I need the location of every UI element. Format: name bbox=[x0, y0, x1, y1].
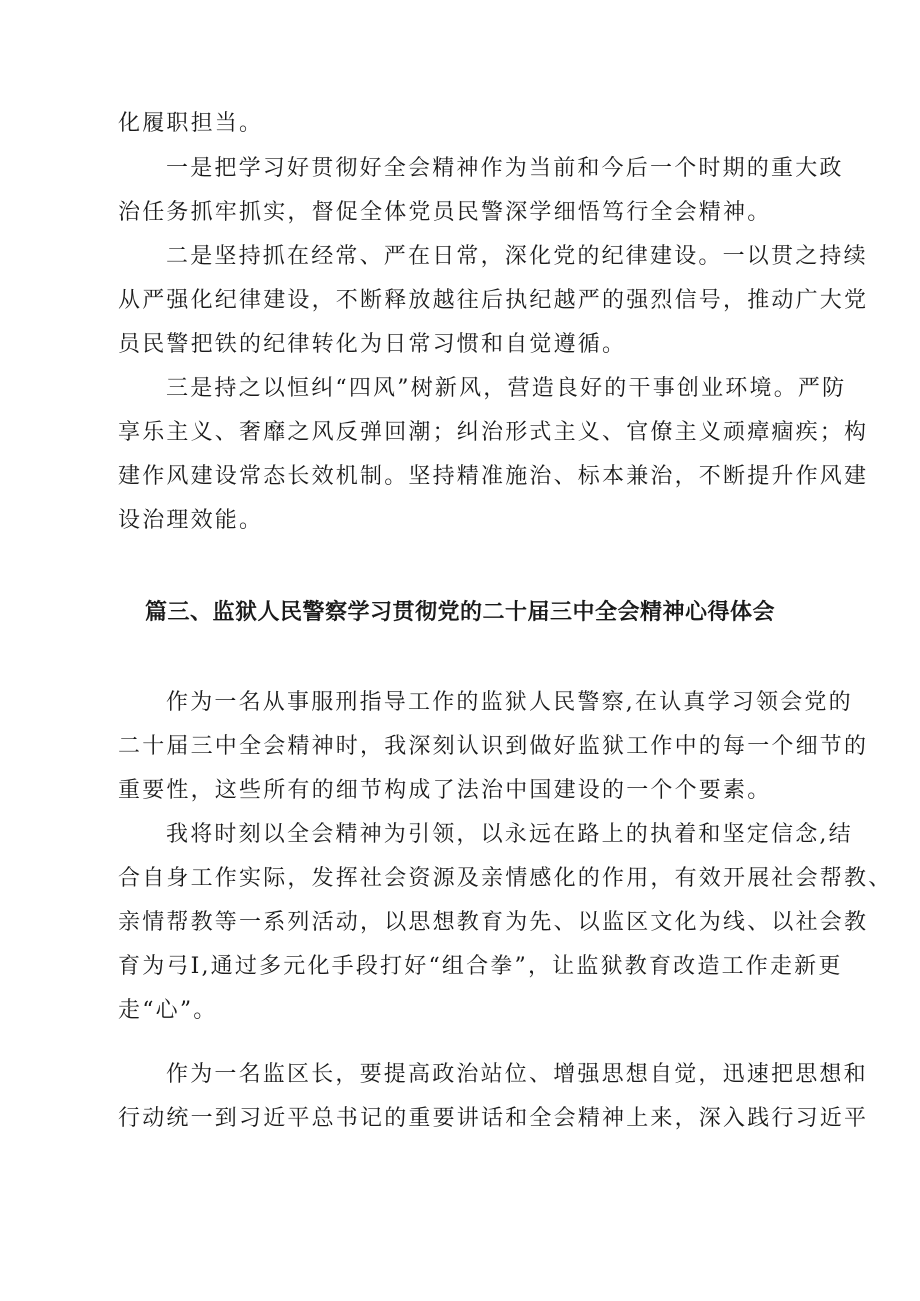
text-line: 二是坚持抓在经常、严在日常，深化党的纪律建设。一以贯之持续 bbox=[166, 244, 868, 269]
text-line: 行动统一到习近平总书记的重要讲话和全会精神上来，深入践行习近平 bbox=[118, 1106, 869, 1131]
text-line: 从严强化纪律建设，不断释放越往后执纪越严的强烈信号，推动广大党 bbox=[118, 288, 869, 313]
text-line: 二十届三中全会精神时，我深刻认识到做好监狱工作中的每一个细节的 bbox=[118, 734, 869, 759]
section-heading: 篇三、监狱人民警察学习贯彻党的二十届三中全会精神心得体会 bbox=[144, 600, 775, 625]
text-line: 建作风建设常态长效机制。坚持精准施治、标本兼治，不断提升作风建 bbox=[118, 464, 869, 489]
text-line: 作为一名从事服刑指导工作的监狱人民警察,在认真学习领会党的 bbox=[166, 690, 853, 715]
text-line: 重要性，这些所有的细节构成了法治中国建设的一个个要素。 bbox=[118, 778, 772, 803]
text-line: 员民警把铁的纪律转化为日常习惯和自觉遵循。 bbox=[118, 332, 627, 357]
text-line: 我将时刻以全会精神为引领，以永远在路上的执着和坚定信念,结 bbox=[166, 822, 853, 847]
text-line: 亲情帮教等一系列活动，以思想教育为先、以监区文化为线、以社会教 bbox=[118, 910, 869, 935]
text-line: 三是持之以恒纠“四风”树新风，营造良好的干事创业环境。严防 bbox=[166, 376, 847, 401]
text-line: 化履职担当。 bbox=[118, 111, 264, 136]
text-line: 作为一名监区长，要提高政治站位、增强思想自觉，迅速把思想和 bbox=[166, 1062, 868, 1087]
text-line: 一是把学习好贯彻好全会精神作为当前和今后一个时期的重大政 bbox=[166, 156, 844, 181]
text-line: 设治理效能。 bbox=[118, 508, 264, 533]
text-line: 享乐主义、奢靡之风反弹回潮；纠治形式主义、官僚主义顽瘴痼疾；构 bbox=[118, 420, 869, 445]
text-line: 育为弓I,通过多元化手段打好“组合拳”，让监狱教育改造工作走新更 bbox=[118, 954, 843, 979]
text-line: 走“心”。 bbox=[118, 998, 218, 1023]
text-line: 合自身工作实际，发挥社会资源及亲情感化的作用，有效开展社会帮教、 bbox=[118, 866, 893, 891]
text-line: 治任务抓牢抓实，督促全体党员民警深学细悟笃行全会精神。 bbox=[118, 200, 772, 225]
